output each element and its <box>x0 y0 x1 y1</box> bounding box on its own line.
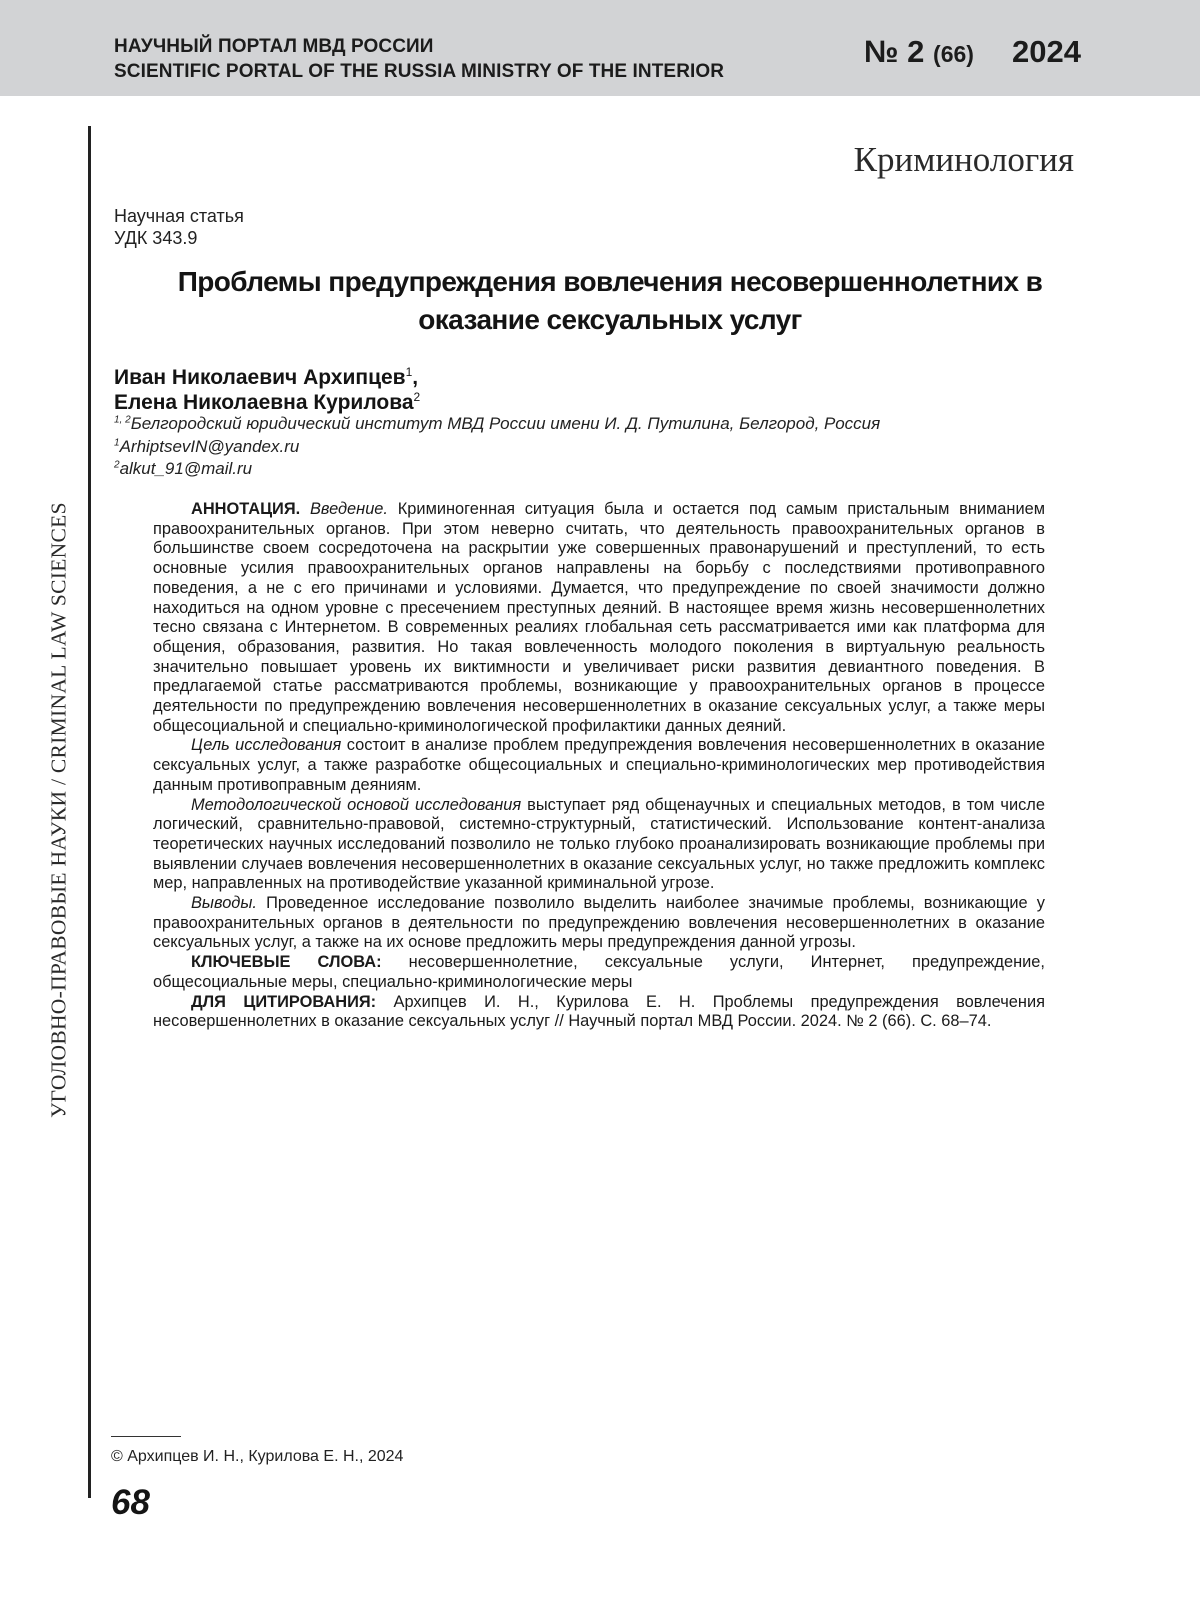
author <box>114 365 418 390</box>
article-title: Проблемы предупреждения вовлечения несовершеннолетних в оказание сексуальных услуг <box>177 266 1043 335</box>
citation <box>153 993 1045 1032</box>
journal-name-en: SCIENTIFIC PORTAL OF THE RUSSIA MINISTRY OF THE INTERIOR <box>114 61 725 82</box>
author-footnote-mark: 1 <box>405 365 413 379</box>
abstract-methodology <box>153 796 1045 895</box>
email-text: alkut_91@mail.ru <box>119 459 253 478</box>
abstract <box>153 500 1045 1032</box>
page-number: 68 <box>111 1483 150 1522</box>
citation-text: Архипцев И. Н., Курилова Е. Н. Проблемы предупреждения вовлечения несовершеннолетних в оказание сексуальных услуг // Научный портал МВД России. 2024. № 2 (66). С. 68–74. <box>153 992 1045 1031</box>
abstract-introduction <box>153 500 1045 736</box>
author-separator: , <box>412 366 419 389</box>
copyright: © Архипцев И. Н., Курилова Е. Н., 2024 <box>111 1448 404 1465</box>
sidebar <box>46 480 72 1140</box>
keywords-text: несовершеннолетние, сексуальные услуги, Интернет, предупреждение, общесоциальные меры, специально-криминологические меры <box>153 953 1045 991</box>
abstract-results <box>153 894 1045 953</box>
intro-text: Криминогенная ситуация была и остается под самым пристальным вниманием правоохранительных органов. При этом неверно считать, что деятельность правоохранительных органов в большинстве своем сосредоточена на раскрытии уже совершенных правонарушений и преступлений, то есть основные усилия правоохранительных органов направлены на борьбу с последствиями противоправного поведения, а не с его причинами и условиями. Думается, что предупреждение по своей значимости должно находиться на одном уровне с пресечением преступных деяний. В настоящее время жизнь несовершеннолетних тесно связана с Интернетом. В современных реалиях глобальная сеть рассматривается ими как платформа для общения, образования, развития. Но такая вовлеченность молодого поколения в виртуальную реальность значительно повышает уровень их виктимности и увеличивает риски развития девиантного поведения. В предлагаемой статье рассматриваются проблемы, возникающие у правоохранительных органов в процессе деятельности по предупреждению вовлечения несовершеннолетних в оказание сексуальных услуг, а также меры общесоциальной и специально-криминологической профилактики данных деяний. <box>153 500 1046 735</box>
abstract-label: АННОТАЦИЯ. <box>191 500 301 518</box>
citation-label: ДЛЯ ЦИТИРОВАНИЯ: <box>191 992 377 1011</box>
author-email <box>114 459 252 479</box>
author-name: Елена Николаевна Курилова <box>114 391 414 414</box>
method-label: Методологической основой исследования <box>191 795 522 814</box>
side-rule <box>88 126 91 1498</box>
author <box>114 390 420 415</box>
issue-year: 2024 <box>1012 34 1081 69</box>
affiliation-mark: 2 <box>114 459 120 471</box>
author-name: Иван Николаевич Архипцев <box>114 366 406 389</box>
results-text: Проведенное исследование позволило выделить наиболее значимые проблемы, возникающие у правоохранительных органов в деятельности по предупреждению вовлечения несовершеннолетних в оказание сексуальных услуг, а также на их основе предложить меры предупреждения данной угрозы. <box>153 894 1045 952</box>
issue-number-label: № 2 <box>864 34 934 69</box>
journal-name-ru: НАУЧНЫЙ ПОРТАЛ МВД РОССИИ <box>114 36 434 57</box>
abstract-goal <box>153 736 1045 795</box>
affiliation-text: Белгородский юридический институт МВД России имени И. Д. Путилина, Белгород, Россия <box>130 414 881 433</box>
affiliation-mark: 1, 2 <box>114 414 131 426</box>
author-email <box>114 437 299 457</box>
udc-code: УДК 343.9 <box>114 228 198 248</box>
footnote-rule <box>111 1436 181 1437</box>
goal-text: состоит в анализе проблем предупреждения вовлечения несовершеннолетних в оказание сексуальных услуг, а также разработке общесоциальных и специально-криминологических мер противодействия данным противоправным деяниям. <box>153 736 1045 794</box>
intro-label: Введение. <box>309 500 388 518</box>
rubric-vertical-text: УГОЛОВНО-ПРАВОВЫЕ НАУКИ / CRIMINAL LAW SCIENCES <box>46 502 71 1118</box>
keywords <box>153 953 1045 992</box>
email-text: ArhiptsevIN@yandex.ru <box>119 437 300 456</box>
issue-total-number: (66) <box>933 41 974 67</box>
affiliation-mark: 1 <box>114 437 120 449</box>
author-footnote-mark: 2 <box>413 390 421 404</box>
section-name: Криминология <box>853 140 1074 179</box>
issue-number <box>864 34 974 70</box>
goal-label: Цель исследования <box>191 736 342 755</box>
article-type: Научная статья <box>114 206 244 226</box>
keywords-label: КЛЮЧЕВЫЕ СЛОВА: <box>191 953 382 972</box>
affiliation <box>114 414 880 434</box>
results-label: Выводы. <box>191 894 257 913</box>
method-text: выступает ряд общенаучных и специальных методов, в том числе логический, сравнительно-правовой, системно-структурный, статистический. Использование контент-анализа теоретических научных исследований позволило не только глубоко проанализировать возникающие проблемы при выявлении случаев вовлечения несовершеннолетних в оказание сексуальных услуг, но также предложить комплекс мер, направленных на противодействие указанной криминальной угрозе. <box>153 795 1045 893</box>
